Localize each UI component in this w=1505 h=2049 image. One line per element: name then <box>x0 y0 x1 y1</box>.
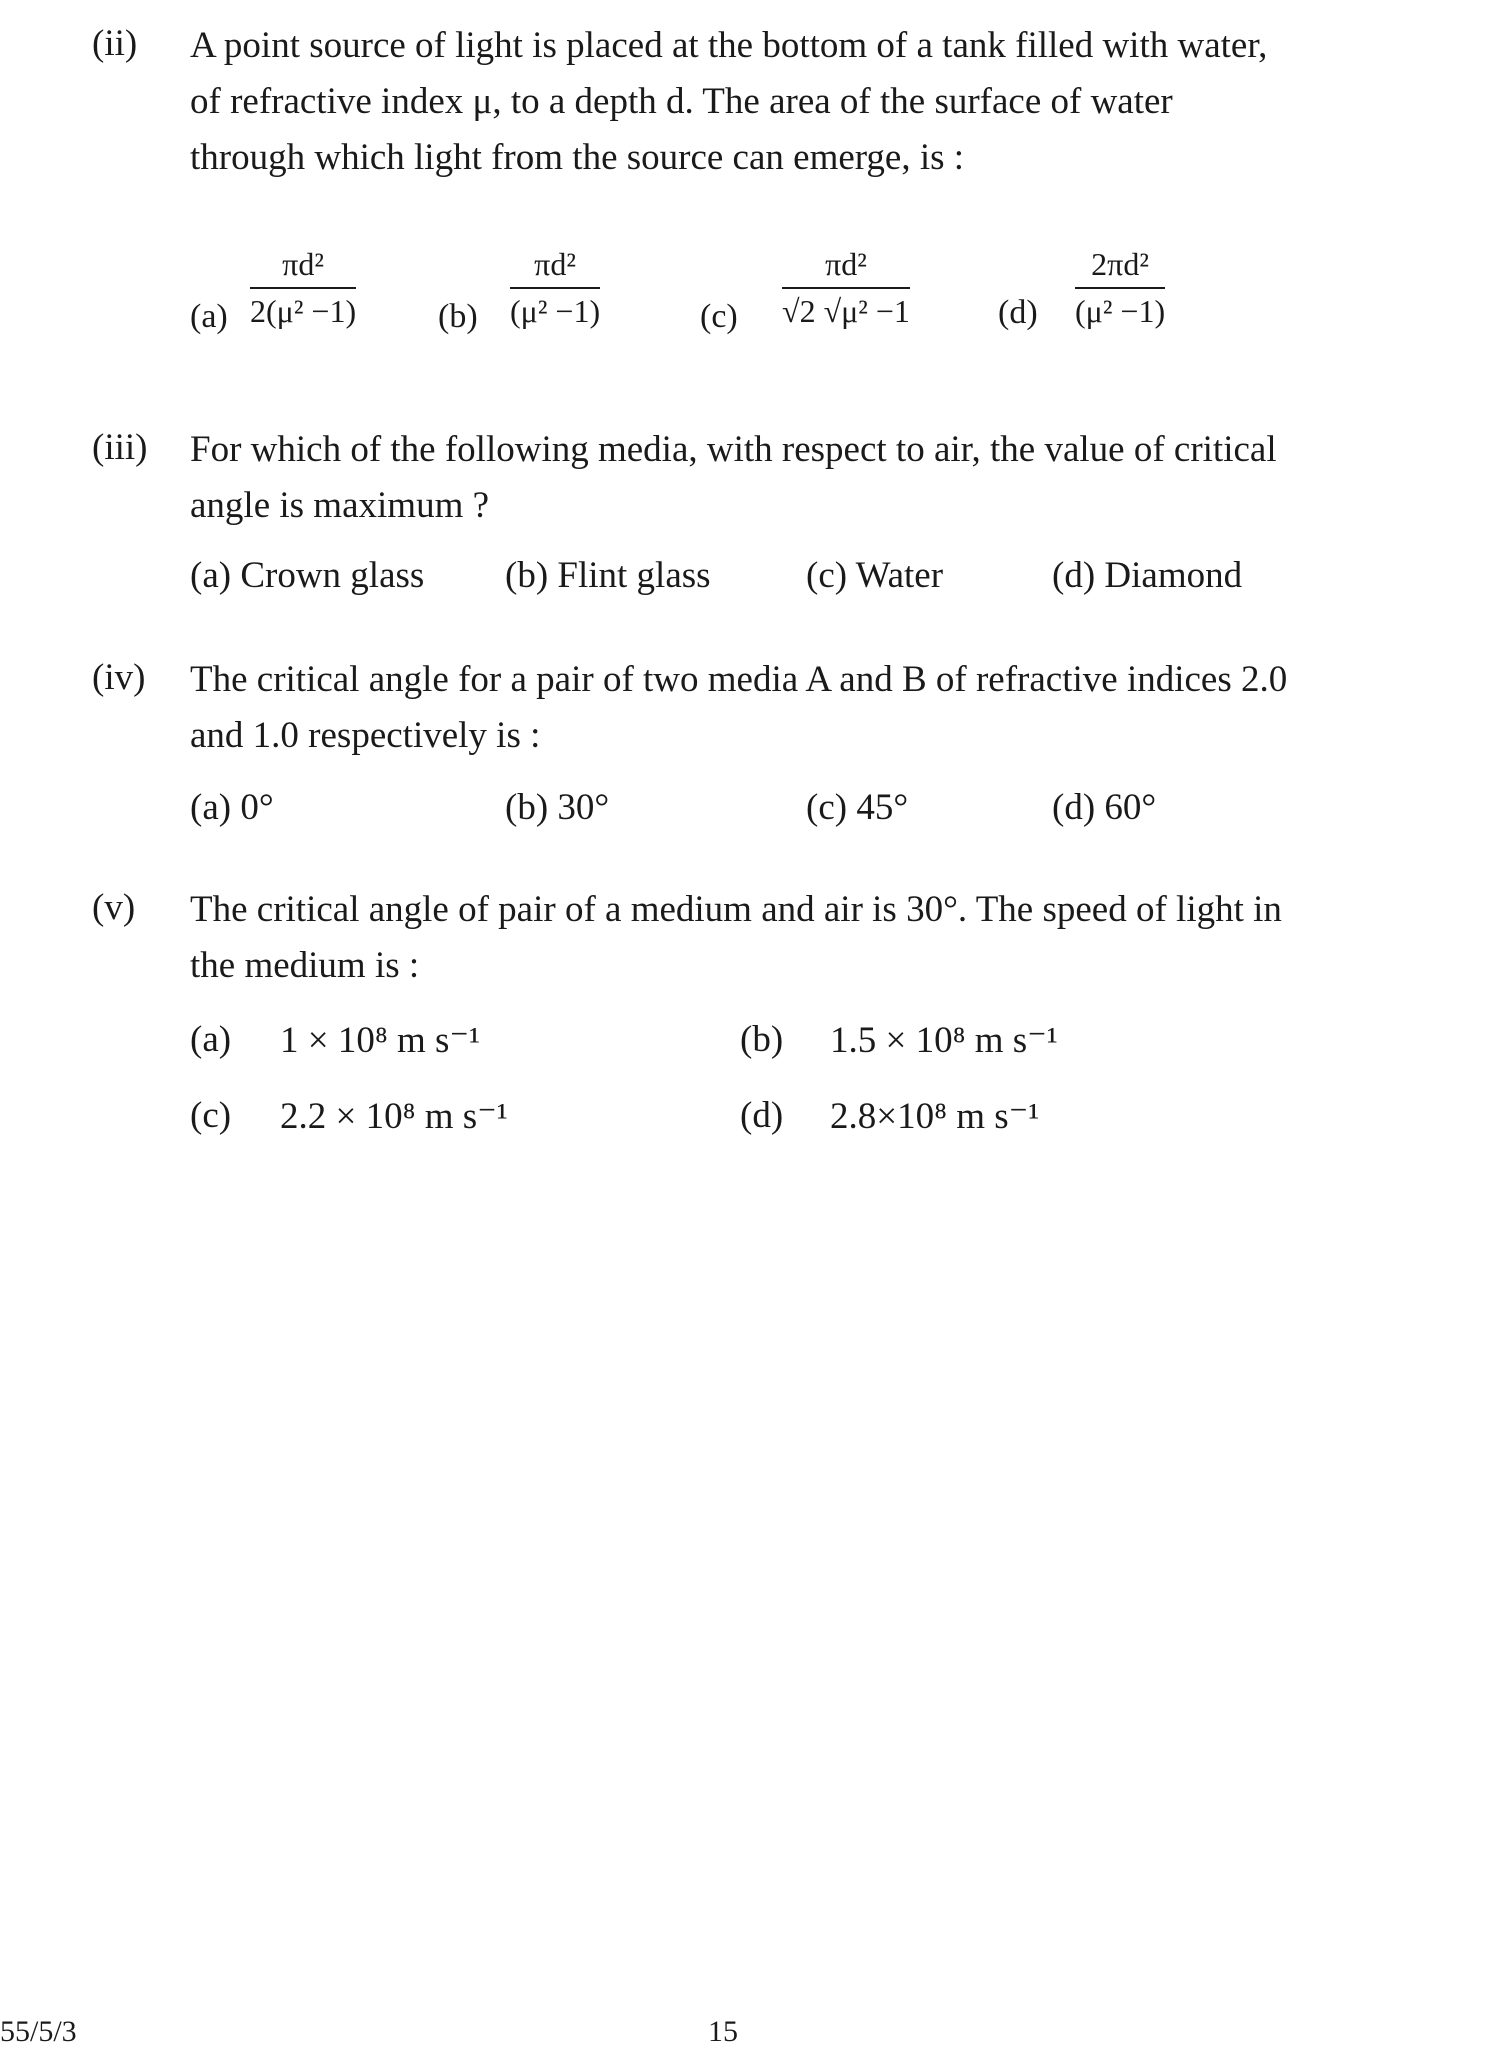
option-label: (b) <box>740 1019 784 1060</box>
option-label: (d) <box>740 1095 784 1136</box>
fraction-denominator: 2(μ² −1) <box>250 293 357 329</box>
fraction-denominator: √2 √μ² −1 <box>782 293 910 329</box>
option-a: (a) 0° <box>190 787 274 828</box>
option-c-fraction <box>782 246 910 330</box>
page-number: 15 <box>708 2015 738 2048</box>
question-number: (iii) <box>92 427 148 468</box>
option-b-value: 1.5 × 10⁸ m s⁻¹ <box>830 1020 1058 1061</box>
option-c-value: 2.2 × 10⁸ m s⁻¹ <box>280 1096 508 1137</box>
option-label: (c) <box>700 298 738 335</box>
option-label: (d) <box>998 294 1038 331</box>
fraction-numerator: πd² <box>534 246 576 282</box>
option-label: (a) <box>190 1019 232 1060</box>
question-text: The critical angle for a pair of two media A and B of refractive indices 2.0 and 1.0 respectively is : <box>190 659 1288 756</box>
option-d: (d) Diamond <box>1052 555 1243 596</box>
question-text: For which of the following media, with respect to air, the value of critical angle is maximum ? <box>190 429 1277 526</box>
option-d-fraction <box>1075 246 1165 330</box>
fraction-numerator: 2πd² <box>1091 246 1149 282</box>
fraction-denominator: (μ² −1) <box>510 293 601 329</box>
option-d-value: 2.8×10⁸ m s⁻¹ <box>830 1096 1040 1137</box>
fraction-denominator: (μ² −1) <box>1075 293 1166 329</box>
option-a-value: 1 × 10⁸ m s⁻¹ <box>280 1020 481 1061</box>
option-c: (c) Water <box>806 555 944 596</box>
option-b: (b) 30° <box>505 787 610 828</box>
option-label: (c) <box>190 1095 232 1136</box>
question-number: (iv) <box>92 657 146 698</box>
option-b: (b) Flint glass <box>505 555 711 596</box>
paper-code: 55/5/3 <box>0 2015 77 2048</box>
question-text: The critical angle of pair of a medium and air is 30°. The speed of light in the medium is : <box>190 889 1282 986</box>
option-label: (b) <box>438 298 478 335</box>
option-a: (a) Crown glass <box>190 555 425 596</box>
question-text: A point source of light is placed at the bottom of a tank filled with water, of refractive index μ, to a depth d. The area of the surface of water through which light from the source can emerge, is : <box>190 25 1268 178</box>
fraction-numerator: πd² <box>825 246 867 282</box>
option-d: (d) 60° <box>1052 787 1157 828</box>
option-c: (c) 45° <box>806 787 909 828</box>
fraction-numerator: πd² <box>282 246 324 282</box>
option-a-fraction <box>250 246 356 330</box>
option-label: (a) <box>190 298 228 335</box>
question-number: (v) <box>92 887 136 928</box>
question-number: (ii) <box>92 23 138 64</box>
option-b-fraction <box>510 246 600 330</box>
